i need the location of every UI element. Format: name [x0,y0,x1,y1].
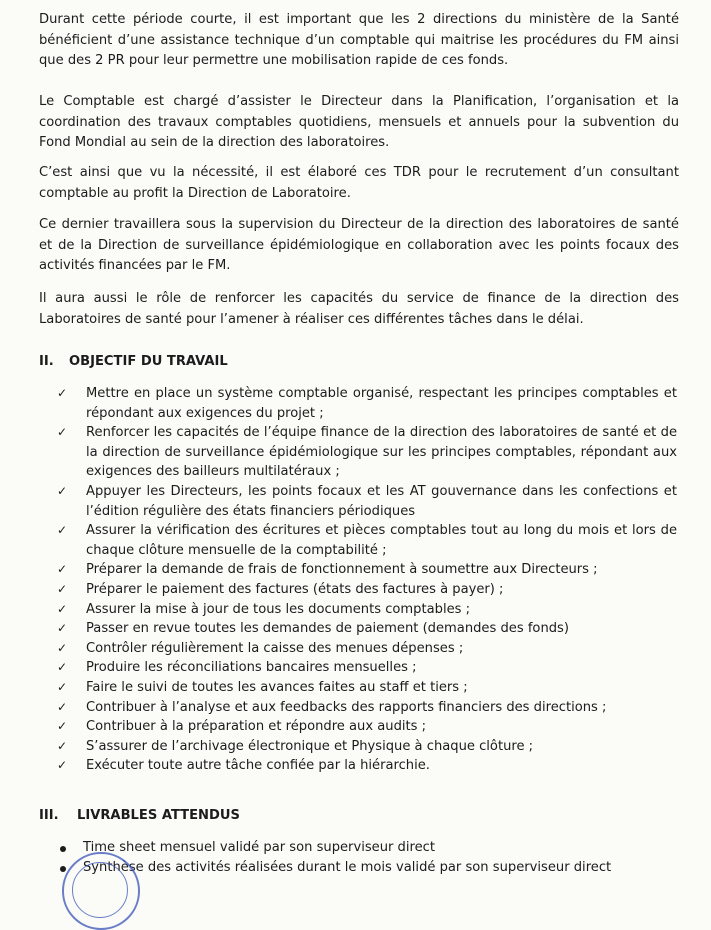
list-item: ✓ Préparer le paiement des factures (états des factures à payer) ; [0,580,711,600]
check-icon: ✓ [57,758,68,773]
check-icon: ✓ [57,719,68,734]
stamp-inner-ring [72,862,128,918]
official-stamp [62,852,140,930]
check-icon: ✓ [57,699,68,714]
list-item: ✓ Produire les réconciliations bancaires mensuelles ; [0,658,711,678]
paragraph-role: Le Comptable est chargé d’assister le Directeur dans la Planification, l’organisation et la coordination des travaux comptables quotidiens, mensuels et annuels pour la subvention du Fond Mondial au sein de la direction des laboratoires. [39,94,679,150]
check-icon: ✓ [57,483,68,498]
section-heading-livrables [39,808,240,823]
list-item: ✓ Préparer la demande de frais de fonctionnement à soumettre aux Directeurs ; [0,560,711,580]
objectives-list [0,384,711,776]
list-item: ✓ Exécuter toute autre tâche confiée par la hiérarchie. [0,756,711,776]
check-icon: ✓ [57,660,68,675]
paragraph-capacity: Il aura aussi le rôle de renforcer les capacités du service de finance de la direction des Laboratoires de santé pour l’amener à réaliser ces différentes tâches dans le délai. [39,291,679,327]
paragraph-context: Durant cette période courte, il est important que les 2 directions du ministère de la Santé bénéficient d’une assistance technique d’un comptable qui maitrise les procédures du FM ainsi que des 2 PR pour leur permettre une mobilisation rapide de ces fonds. [39,12,679,68]
check-icon: ✓ [57,601,68,616]
section-title: LIVRABLES ATTENDUS [77,808,240,823]
check-icon: ✓ [57,581,68,596]
list-item: ✓ Faire le suivi de toutes les avances faites au staff et tiers ; [0,678,711,698]
list-item: ✓ Contrôler régulièrement la caisse des menues dépenses ; [0,639,711,659]
section-title: OBJECTIF DU TRAVAIL [69,354,228,369]
list-item: ✓ Assurer la mise à jour de tous les documents comptables ; [0,600,711,620]
section-number: III. [39,808,59,823]
list-item: Synthèse des activités réalisées durant le mois validé par son superviseur direct [0,858,711,878]
list-item: ✓ S’assurer de l’archivage électronique et Physique à chaque clôture ; [0,737,711,757]
list-item: ✓ Contribuer à l’analyse et aux feedbacks des rapports financiers des directions ; [0,698,711,718]
check-icon: ✓ [57,738,68,753]
check-icon: ✓ [57,679,68,694]
section-number: II. [39,354,54,369]
list-item: ✓ Mettre en place un système comptable organisé, respectant les principes comptables et répondant aux exigences du projet ; [57,386,677,421]
paragraph-supervision: Ce dernier travaillera sous la supervision du Directeur de la direction des laboratoires de santé et de la Direction de surveillance épidémiologique en collaboration avec les points focaux des activités financées par le FM. [39,217,679,273]
list-item: ✓ Appuyer les Directeurs, les points focaux et les AT gouvernance dans les confections et l’édition régulière des états financiers périodiques [57,483,677,519]
check-icon: ✓ [57,523,68,538]
check-icon: ✓ [57,640,68,655]
list-item: Time sheet mensuel validé par son superviseur direct [0,838,711,858]
check-icon: ✓ [57,386,68,400]
list-item: ✓ Renforcer les capacités de l’équipe finance de la direction des laboratoires de santé et de la direction de surveillance épidémiologique sur les principes comptables, répondant aux exigences des bailleurs multilatéraux ; [57,425,677,480]
list-item: ✓ Passer en revue toutes les demandes de paiement (demandes des fonds) [0,619,711,639]
section-heading-objectif [39,354,228,369]
list-item: ✓ Contribuer à la préparation et répondre aux audits ; [0,717,711,737]
check-icon: ✓ [57,562,68,577]
list-item: ✓ Assurer la vérification des écritures et pièces comptables tout au long du mois et lors de chaque clôture mensuelle de la comptabilité ; [57,523,677,558]
check-icon: ✓ [57,425,68,440]
bullet-icon [60,866,66,872]
paragraph-tdr: C’est ainsi que vu la nécessité, il est élaboré ces TDR pour le recrutement d’un consultant comptable au profit la Direction de Laboratoire. [39,165,679,201]
bullet-icon [60,846,66,852]
check-icon: ✓ [57,621,68,636]
